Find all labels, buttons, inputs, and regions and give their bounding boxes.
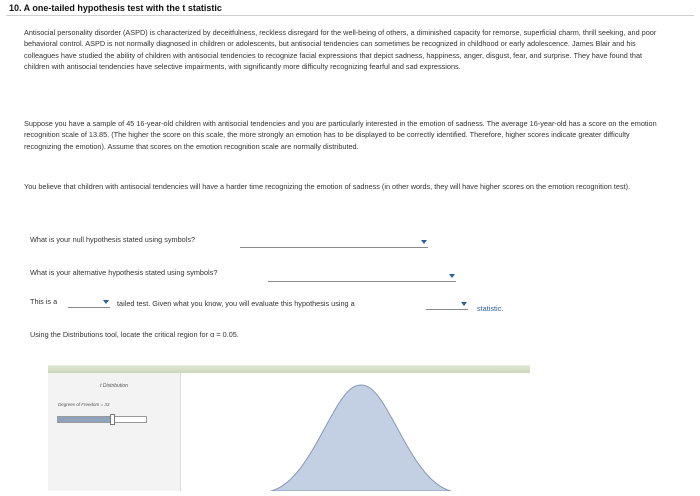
alt-hypothesis-dropdown[interactable] [268,271,456,282]
intro-paragraph: Antisocial personality disorder (ASPD) is characterized by deceitfulness, reckless disregard for the well-being of others, a diminished capacity for remorse, superficial charm, thrill seeking, and poor behavioral control. ASPD is not normally diagnosed in children or adolescents, but antisocial tendencies can sometimes be recognized in childhood or early adolescence. James Blair and his colleagues have studied the ability of children with antisocial tendencies to recognize facial expressions that depict sadness, happiness, anger, disgust, fear, and surprise. They have found that children with antisocial tendencies have selective impairments, with significantly more difficulty recognizing fearful and sad expressions. [24,28,657,71]
belief-paragraph: You believe that children with antisocial tendencies will have a harder time recognizing the emotion of sadness (in other words, they will have higher scores on the emotion recognition test). [24,182,631,191]
chevron-down-icon [421,240,427,244]
slider-fill [58,417,113,422]
statistic-label: statistic. [477,304,504,313]
alt-hypothesis-question: What is your alternative hypothesis stated using symbols? [30,268,218,277]
t-distribution-curve [271,385,451,491]
chevron-down-icon [461,302,467,306]
chevron-down-icon [449,274,455,278]
tail-type-dropdown[interactable] [68,297,110,308]
tailed-test-text: tailed test. Given what you know, you will evaluate this hypothesis using a [117,299,355,308]
this-is-a-label: This is a [30,297,58,306]
t-distribution-curve-svg [181,373,530,491]
sample-paragraph: Suppose you have a sample of 45 16-year-old children with antisocial tendencies and you are particularly interested in the emotion of sadness. The average 16-year-old has a score on the emotion recognition scale of 13.85. (The higher the score on this scale, the more strongly an emotion has to be displayed to be correctly identified. Therefore, higher scores indicate greater difficulty recognizing the emotion). Assume that scores on the emotion recognition scale are normally distributed. [24,119,657,151]
distribution-title: t Distribution [100,383,128,389]
title-divider [6,15,694,16]
degrees-of-freedom-label: Degrees of Freedom = 33 [58,402,110,407]
page-title: 10. A one-tailed hypothesis test with the t statistic [9,3,222,13]
distributions-instruction: Using the Distributions tool, locate the critical region for α = 0.05. [30,330,239,339]
null-hypothesis-dropdown[interactable] [240,237,428,248]
statistic-dropdown[interactable] [426,299,468,310]
slider-handle[interactable] [110,414,115,425]
distribution-plot[interactable] [181,373,530,491]
chevron-down-icon [103,300,109,304]
degrees-of-freedom-slider[interactable] [57,416,147,423]
distribution-control-panel [48,373,181,491]
null-hypothesis-question: What is your null hypothesis stated using symbols? [30,235,196,244]
